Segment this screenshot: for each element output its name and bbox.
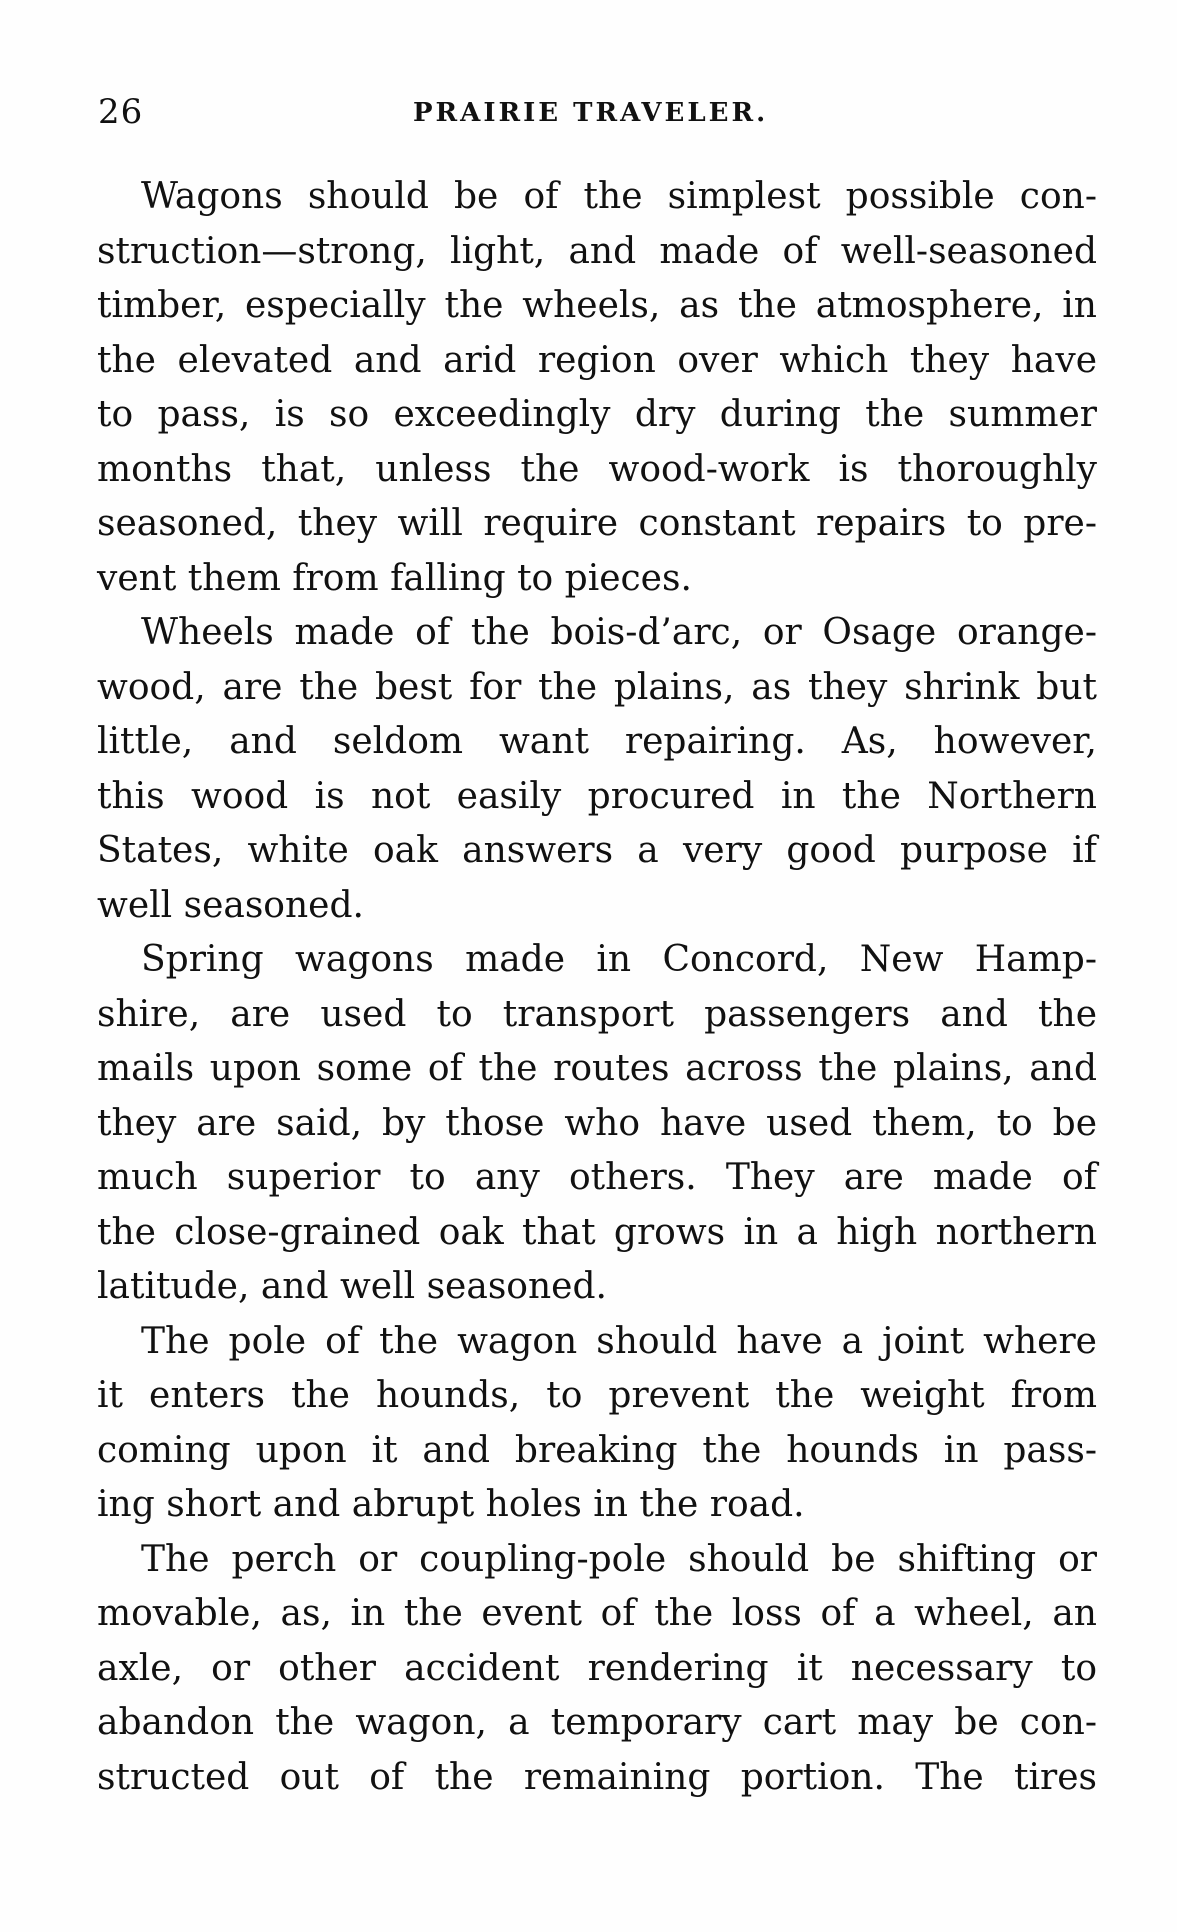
- paragraph: [97, 606, 1097, 933]
- text-line: structed out of the remaining portion. The tires: [97, 1756, 1097, 1798]
- text-line: abandon the wagon, a temporary cart may be con-: [97, 1702, 1097, 1743]
- text-line: months that, unless the wood-work is thoroughly: [97, 448, 1097, 490]
- text-line: struction—strong, light, and made of well-seasoned: [97, 230, 1097, 272]
- running-head: PRAIRIE TRAVELER.: [413, 98, 769, 128]
- text-line: the elevated and arid region over which they have: [97, 339, 1097, 381]
- text-line: well seasoned.: [97, 884, 364, 926]
- text-line: Spring wagons made in Concord, New Hamp-: [141, 939, 1097, 980]
- text-line: timber, especially the wheels, as the atmosphere, in: [97, 285, 1097, 326]
- text-line: latitude, and well seasoned.: [97, 1266, 607, 1307]
- text-line: shire, are used to transport passengers and the: [97, 993, 1097, 1035]
- text-line: movable, as, in the event of the loss of a wheel, an: [97, 1593, 1097, 1634]
- text-line: they are said, by those who have used them, to be: [97, 1102, 1097, 1144]
- text-line: The pole of the wagon should have a joint where: [141, 1320, 1097, 1362]
- paragraph: [97, 933, 1097, 1315]
- text-line: seasoned, they will require constant repairs to pre-: [97, 503, 1097, 544]
- page-number: 26: [98, 92, 144, 132]
- text-line: vent them from falling to pieces.: [97, 557, 692, 599]
- body-text: [97, 170, 1097, 1805]
- text-line: The perch or coupling-pole should be shifting or: [141, 1538, 1097, 1580]
- paragraph: [97, 170, 1097, 606]
- text-line: little, and seldom want repairing. As, however,: [97, 721, 1097, 762]
- text-line: ing short and abrupt holes in the road.: [97, 1484, 805, 1525]
- text-line: the close-grained oak that grows in a high northern: [97, 1211, 1097, 1253]
- text-line: Wagons should be of the simplest possible con-: [141, 176, 1097, 217]
- page-header: [98, 92, 1098, 142]
- text-line: coming upon it and breaking the hounds in pass-: [97, 1429, 1097, 1471]
- text-line: to pass, is so exceedingly dry during the summer: [97, 394, 1097, 435]
- text-line: this wood is not easily procured in the Northern: [97, 775, 1097, 817]
- text-line: axle, or other accident rendering it necessary to: [97, 1647, 1097, 1689]
- paragraph: [97, 1315, 1097, 1533]
- text-line: Wheels made of the bois-d’arc, or Osage orange-: [141, 612, 1097, 653]
- text-line: it enters the hounds, to prevent the weight from: [97, 1375, 1097, 1416]
- text-line: much superior to any others. They are made of: [97, 1157, 1097, 1198]
- paragraph: [97, 1533, 1097, 1806]
- text-line: mails upon some of the routes across the plains, and: [97, 1048, 1097, 1089]
- text-line: wood, are the best for the plains, as they shrink but: [97, 666, 1097, 708]
- text-line: States, white oak answers a very good purpose if: [97, 830, 1097, 871]
